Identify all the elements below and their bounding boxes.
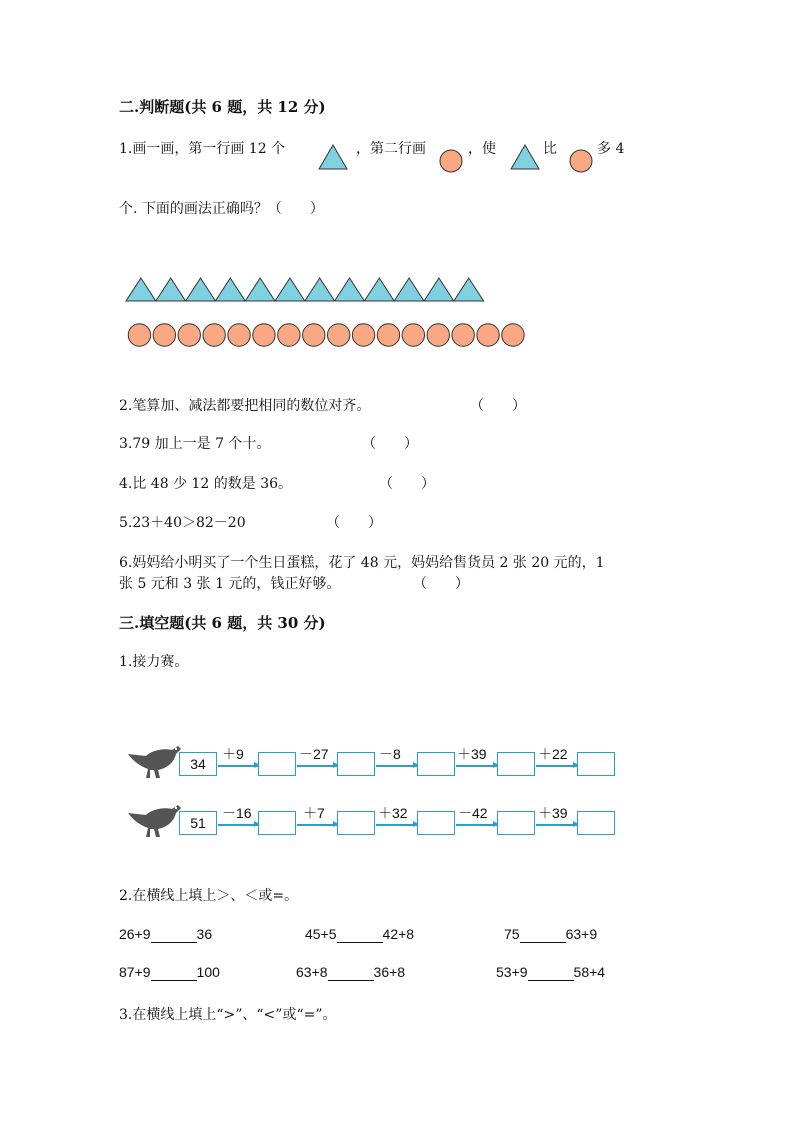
triangle-icon xyxy=(394,278,424,301)
circle-icon xyxy=(327,324,349,346)
relay2-start-box: 51 xyxy=(179,811,217,835)
compare-left: 63+8 xyxy=(296,964,328,980)
relay1-op-5: ＋22 xyxy=(538,746,568,762)
compare-blank[interactable] xyxy=(528,964,574,981)
relay1-op-1: ＋9 xyxy=(222,746,244,762)
relay2-box-5[interactable] xyxy=(577,811,615,835)
relay1-box-3[interactable] xyxy=(417,752,455,776)
relay2-box-2[interactable] xyxy=(337,811,375,835)
compare-right: 42+8 xyxy=(382,926,415,942)
triangle-row xyxy=(125,277,485,307)
circle-icon xyxy=(477,324,499,346)
relay1-box-2[interactable] xyxy=(337,752,375,776)
triangle-icon xyxy=(454,278,484,301)
circle-icon xyxy=(153,324,175,346)
compare-item xyxy=(119,926,212,943)
q2-answer-paren[interactable]: （ ） xyxy=(470,398,526,414)
relay2-op-5: ＋39 xyxy=(538,805,568,821)
triangle-icon xyxy=(156,278,186,301)
triangle-icon xyxy=(126,278,156,301)
triangle-icon xyxy=(318,144,348,170)
circle-icon xyxy=(203,324,225,346)
relay2-box-1[interactable] xyxy=(258,811,296,835)
q5-answer-paren[interactable]: （ ） xyxy=(326,515,382,531)
q1-text-part5: 多 4 xyxy=(597,141,625,157)
q1-text-part2: ，第二行画 xyxy=(356,141,426,157)
q3-answer-paren[interactable]: （ ） xyxy=(362,436,418,452)
q2-text: 2.笔算加、减法都要把相同的数位对齐。 xyxy=(119,398,371,414)
compare-item xyxy=(305,926,414,943)
compare-item xyxy=(504,926,597,943)
circle-icon xyxy=(439,149,463,173)
circle-icon xyxy=(128,324,150,346)
arrow-icon xyxy=(218,765,258,767)
q4-answer-paren[interactable]: （ ） xyxy=(379,476,435,492)
section2-title: 二.判断题(共 6 题，共 12 分) xyxy=(119,98,326,116)
compare-left: 45+5 xyxy=(305,926,337,942)
circle-icon xyxy=(377,324,399,346)
compare-left: 26+9 xyxy=(119,926,151,942)
relay1-box-5[interactable] xyxy=(577,752,615,776)
q1-text-part3: ，使 xyxy=(468,141,496,157)
compare-item xyxy=(119,964,220,981)
q1-text-part1: 1.画一画，第一行画 12 个 xyxy=(119,141,286,157)
arrow-icon xyxy=(218,824,258,826)
triangle-icon xyxy=(215,278,245,301)
q5-text: 5.23＋40＞82－20 xyxy=(119,515,246,531)
section3-title: 三.填空题(共 6 题，共 30 分) xyxy=(119,614,326,632)
compare-right: 63+9 xyxy=(565,926,598,942)
s3-q1-text: 1.接力赛。 xyxy=(119,654,189,670)
compare-left: 75 xyxy=(504,926,520,942)
arrow-icon xyxy=(297,765,337,767)
triangle-icon xyxy=(275,278,305,301)
relay2-op-3: ＋32 xyxy=(378,805,408,821)
circle-icon xyxy=(228,324,250,346)
pigeon-icon xyxy=(124,740,182,784)
circle-icon xyxy=(253,324,275,346)
compare-item xyxy=(496,964,605,981)
triangle-icon xyxy=(364,278,394,301)
s3-q2-text: 2.在横线上填上＞、＜或=。 xyxy=(119,888,299,904)
q4-text: 4.比 48 少 12 的数是 36。 xyxy=(119,476,293,492)
relay1-op-3: －8 xyxy=(379,746,401,762)
circle-icon xyxy=(178,324,200,346)
arrow-icon xyxy=(297,824,337,826)
compare-blank[interactable] xyxy=(520,926,566,943)
circle-icon xyxy=(352,324,374,346)
compare-right: 36+8 xyxy=(373,964,406,980)
compare-right: 36 xyxy=(196,926,213,942)
compare-blank[interactable] xyxy=(151,964,197,981)
arrow-icon xyxy=(536,765,577,767)
arrow-icon xyxy=(456,824,497,826)
circle-icon xyxy=(569,149,593,173)
compare-blank[interactable] xyxy=(151,926,197,943)
circle-row xyxy=(126,322,527,352)
triangle-icon xyxy=(424,278,454,301)
relay1-op-4: ＋39 xyxy=(457,746,487,762)
triangle-icon xyxy=(305,278,335,301)
relay2-op-4: －42 xyxy=(458,805,488,821)
circle-icon xyxy=(278,324,300,346)
triangle-icon xyxy=(245,278,275,301)
compare-left: 53+9 xyxy=(496,964,528,980)
compare-blank[interactable] xyxy=(328,964,374,981)
compare-right: 100 xyxy=(196,964,220,980)
relay2-box-3[interactable] xyxy=(417,811,455,835)
relay2-op-2: ＋7 xyxy=(303,805,325,821)
compare-blank[interactable] xyxy=(337,926,383,943)
q3-text: 3.79 加上一是 7 个十。 xyxy=(119,436,271,452)
circle-icon xyxy=(303,324,325,346)
pigeon-icon xyxy=(124,799,182,843)
q1-text-part4: 比 xyxy=(543,141,557,157)
s3-q3-text: 3.在横线上填上“>”、“<”或“=”。 xyxy=(119,1007,337,1023)
triangle-icon xyxy=(186,278,216,301)
relay1-box-4[interactable] xyxy=(497,752,535,776)
compare-item xyxy=(296,964,405,981)
triangle-icon xyxy=(335,278,365,301)
relay1-op-2: －27 xyxy=(299,746,329,762)
relay2-box-4[interactable] xyxy=(497,811,535,835)
relay1-start-box: 34 xyxy=(179,752,217,776)
relay2-op-1: －16 xyxy=(222,805,252,821)
relay1-box-1[interactable] xyxy=(258,752,296,776)
arrow-icon xyxy=(536,824,577,826)
q6-text-line2: 张 5 元和 3 张 1 元的，钱正好够。 xyxy=(119,576,341,592)
circle-icon xyxy=(502,324,524,346)
arrow-icon xyxy=(376,765,417,767)
circle-icon xyxy=(427,324,449,346)
q6-text-line1: 6.妈妈给小明买了一个生日蛋糕，花了 48 元，妈妈给售货员 2 张 20 元的，1 xyxy=(119,555,605,571)
arrow-icon xyxy=(376,824,417,826)
q6-answer-paren[interactable]: （ ） xyxy=(413,576,469,592)
compare-right: 58+4 xyxy=(573,964,606,980)
compare-left: 87+9 xyxy=(119,964,151,980)
q1-text-line2: 个. 下面的画法正确吗？（ ） xyxy=(119,201,324,217)
circle-icon xyxy=(402,324,424,346)
triangle-icon xyxy=(510,144,540,170)
circle-icon xyxy=(452,324,474,346)
arrow-icon xyxy=(456,765,497,767)
